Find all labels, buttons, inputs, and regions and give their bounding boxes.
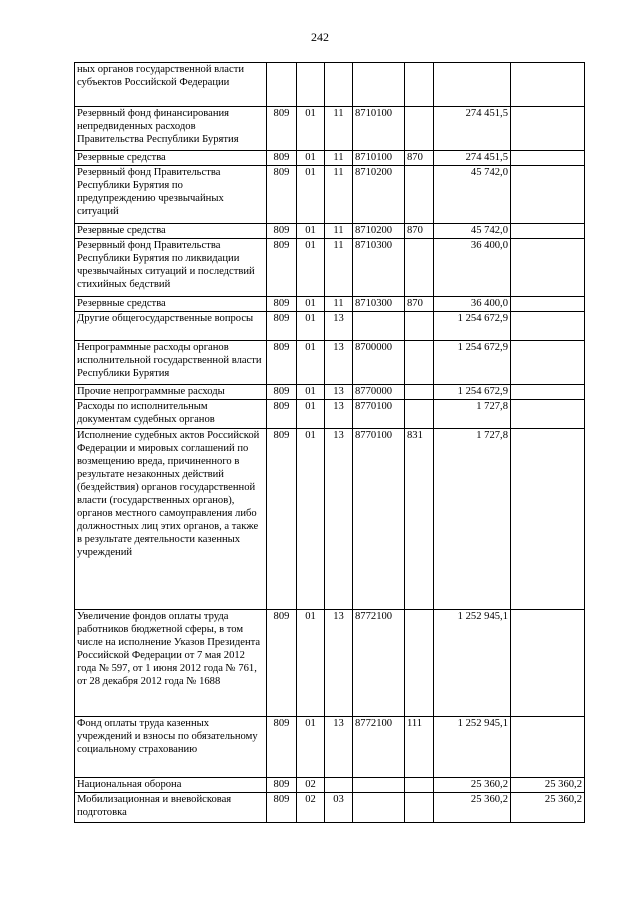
- row-sum-2: [511, 429, 585, 610]
- row-subsection-code: 03: [325, 793, 353, 823]
- row-target-code: 8770100: [353, 429, 405, 610]
- row-target-code: 8770100: [353, 400, 405, 429]
- row-section-code: [297, 63, 325, 107]
- table-row: [75, 400, 585, 429]
- row-subsection-code: 13: [325, 717, 353, 778]
- row-target-code: [353, 793, 405, 823]
- row-subsection-code: 13: [325, 429, 353, 610]
- table-row: [75, 63, 585, 107]
- table-row: [75, 385, 585, 400]
- row-sum-1: 25 360,2: [434, 793, 511, 823]
- row-admin-code: 809: [267, 400, 297, 429]
- row-target-code: 8700000: [353, 341, 405, 385]
- row-section-code: 01: [297, 717, 325, 778]
- row-section-code: 01: [297, 429, 325, 610]
- row-section-code: 01: [297, 107, 325, 151]
- row-subsection-code: 13: [325, 610, 353, 717]
- table-row: [75, 793, 585, 823]
- row-admin-code: 809: [267, 297, 297, 312]
- row-admin-code: 809: [267, 429, 297, 610]
- row-sum-1: 274 451,5: [434, 107, 511, 151]
- row-subsection-code: 11: [325, 166, 353, 224]
- row-sum-2: 25 360,2: [511, 778, 585, 793]
- row-name: Фонд оплаты труда казенных учреждений и взносы по обязательному социальному страхованию: [75, 717, 267, 778]
- row-section-code: 01: [297, 239, 325, 297]
- row-name: Резервный фонд финансирования непредвиденных расходов Правительства Республики Бурятия: [75, 107, 267, 151]
- row-sum-1: 274 451,5: [434, 151, 511, 166]
- row-section-code: 01: [297, 341, 325, 385]
- table-row: [75, 717, 585, 778]
- row-section-code: 01: [297, 610, 325, 717]
- row-sum-2: 25 360,2: [511, 793, 585, 823]
- row-sum-1: 1 254 672,9: [434, 341, 511, 385]
- row-sum-2: [511, 239, 585, 297]
- row-expense-type: [405, 239, 434, 297]
- table-row: [75, 239, 585, 297]
- table-row: [75, 166, 585, 224]
- row-subsection-code: 13: [325, 341, 353, 385]
- row-section-code: 01: [297, 166, 325, 224]
- row-sum-1: 45 742,0: [434, 224, 511, 239]
- row-expense-type: [405, 312, 434, 341]
- row-expense-type: [405, 778, 434, 793]
- row-sum-2: [511, 297, 585, 312]
- row-target-code: 8770000: [353, 385, 405, 400]
- row-sum-2: [511, 400, 585, 429]
- row-admin-code: 809: [267, 610, 297, 717]
- row-subsection-code: 11: [325, 224, 353, 239]
- row-admin-code: 809: [267, 107, 297, 151]
- table-row: [75, 312, 585, 341]
- row-target-code: 8710100: [353, 107, 405, 151]
- row-name: Резервные средства: [75, 224, 267, 239]
- row-expense-type: [405, 341, 434, 385]
- row-sum-1: 36 400,0: [434, 297, 511, 312]
- row-subsection-code: [325, 778, 353, 793]
- row-admin-code: 809: [267, 151, 297, 166]
- row-admin-code: 809: [267, 717, 297, 778]
- row-section-code: 02: [297, 778, 325, 793]
- row-section-code: 01: [297, 400, 325, 429]
- row-sum-1: 45 742,0: [434, 166, 511, 224]
- row-name: Резервные средства: [75, 151, 267, 166]
- row-sum-2: [511, 312, 585, 341]
- row-sum-2: [511, 107, 585, 151]
- row-expense-type: 870: [405, 151, 434, 166]
- row-sum-2: [511, 63, 585, 107]
- row-section-code: 01: [297, 312, 325, 341]
- row-admin-code: [267, 63, 297, 107]
- row-expense-type: 111: [405, 717, 434, 778]
- row-target-code: [353, 63, 405, 107]
- row-subsection-code: 11: [325, 297, 353, 312]
- row-name: Расходы по исполнительным документам судебных органов: [75, 400, 267, 429]
- row-subsection-code: 13: [325, 400, 353, 429]
- row-sum-2: [511, 341, 585, 385]
- row-name: ных органов государственной власти субъектов Российской Федерации: [75, 63, 267, 107]
- table-row: [75, 778, 585, 793]
- row-expense-type: [405, 385, 434, 400]
- row-section-code: 01: [297, 297, 325, 312]
- row-admin-code: 809: [267, 385, 297, 400]
- row-section-code: 01: [297, 385, 325, 400]
- table-row: [75, 610, 585, 717]
- row-admin-code: 809: [267, 793, 297, 823]
- table-row: [75, 224, 585, 239]
- table-row: [75, 151, 585, 166]
- row-sum-1: 1 727,8: [434, 400, 511, 429]
- row-name: Мобилизационная и вневойсковая подготовка: [75, 793, 267, 823]
- row-name: Национальная оборона: [75, 778, 267, 793]
- row-sum-1: 1 727,8: [434, 429, 511, 610]
- row-name: Непрограммные расходы органов исполнительной государственной власти Республики Бурятия: [75, 341, 267, 385]
- row-subsection-code: 11: [325, 239, 353, 297]
- row-target-code: 8772100: [353, 610, 405, 717]
- row-sum-1: 1 252 945,1: [434, 717, 511, 778]
- table-row: [75, 341, 585, 385]
- row-admin-code: 809: [267, 312, 297, 341]
- table-row: [75, 429, 585, 610]
- row-expense-type: [405, 793, 434, 823]
- row-sum-1: 36 400,0: [434, 239, 511, 297]
- row-expense-type: 870: [405, 224, 434, 239]
- row-name: Резервный фонд Правительства Республики Бурятия по предупреждению чрезвычайных ситуаций: [75, 166, 267, 224]
- row-sum-2: [511, 151, 585, 166]
- row-target-code: 8710300: [353, 297, 405, 312]
- row-target-code: 8710100: [353, 151, 405, 166]
- page-number: 242: [311, 30, 329, 44]
- row-sum-2: [511, 717, 585, 778]
- row-expense-type: 870: [405, 297, 434, 312]
- row-subsection-code: 13: [325, 385, 353, 400]
- row-section-code: 02: [297, 793, 325, 823]
- row-admin-code: 809: [267, 224, 297, 239]
- row-sum-2: [511, 166, 585, 224]
- row-sum-1: [434, 63, 511, 107]
- row-subsection-code: 11: [325, 107, 353, 151]
- row-section-code: 01: [297, 224, 325, 239]
- row-subsection-code: 11: [325, 151, 353, 166]
- row-target-code: 8710300: [353, 239, 405, 297]
- row-name: Исполнение судебных актов Российской Федерации и мировых соглашений по возмещению вреда, причиненного в результате незаконных действий (бездействия) органов государственной власти (государственных органов), органов местного самоуправления либо должностных лиц этих органов, а также в результате деятельности казенных учреждений: [75, 429, 267, 610]
- row-sum-1: 25 360,2: [434, 778, 511, 793]
- row-sum-2: [511, 224, 585, 239]
- row-subsection-code: [325, 63, 353, 107]
- table-row: [75, 297, 585, 312]
- row-expense-type: [405, 166, 434, 224]
- row-expense-type: [405, 63, 434, 107]
- row-expense-type: 831: [405, 429, 434, 610]
- row-sum-1: 1 252 945,1: [434, 610, 511, 717]
- row-name: Резервные средства: [75, 297, 267, 312]
- row-target-code: [353, 778, 405, 793]
- row-expense-type: [405, 610, 434, 717]
- row-target-code: 8710200: [353, 224, 405, 239]
- row-admin-code: 809: [267, 778, 297, 793]
- row-admin-code: 809: [267, 341, 297, 385]
- row-sum-1: 1 254 672,9: [434, 385, 511, 400]
- row-target-code: [353, 312, 405, 341]
- row-target-code: 8772100: [353, 717, 405, 778]
- row-target-code: 8710200: [353, 166, 405, 224]
- row-sum-2: [511, 385, 585, 400]
- row-name: Другие общегосударственные вопросы: [75, 312, 267, 341]
- row-admin-code: 809: [267, 166, 297, 224]
- row-expense-type: [405, 400, 434, 429]
- budget-table: [74, 62, 585, 823]
- row-name: Увеличение фондов оплаты труда работников бюджетной сферы, в том числе на исполнение Указов Президента Российской Федерации от 7 мая 2012 года № 597, от 1 июня 2012 года № 761, от 28 декабря 2012 года № 1688: [75, 610, 267, 717]
- row-name: Прочие непрограммные расходы: [75, 385, 267, 400]
- row-section-code: 01: [297, 151, 325, 166]
- row-admin-code: 809: [267, 239, 297, 297]
- row-name: Резервный фонд Правительства Республики Бурятия по ликвидации чрезвычайных ситуаций и последствий стихийных бедствий: [75, 239, 267, 297]
- row-sum-1: 1 254 672,9: [434, 312, 511, 341]
- row-subsection-code: 13: [325, 312, 353, 341]
- row-sum-2: [511, 610, 585, 717]
- table-row: [75, 107, 585, 151]
- row-expense-type: [405, 107, 434, 151]
